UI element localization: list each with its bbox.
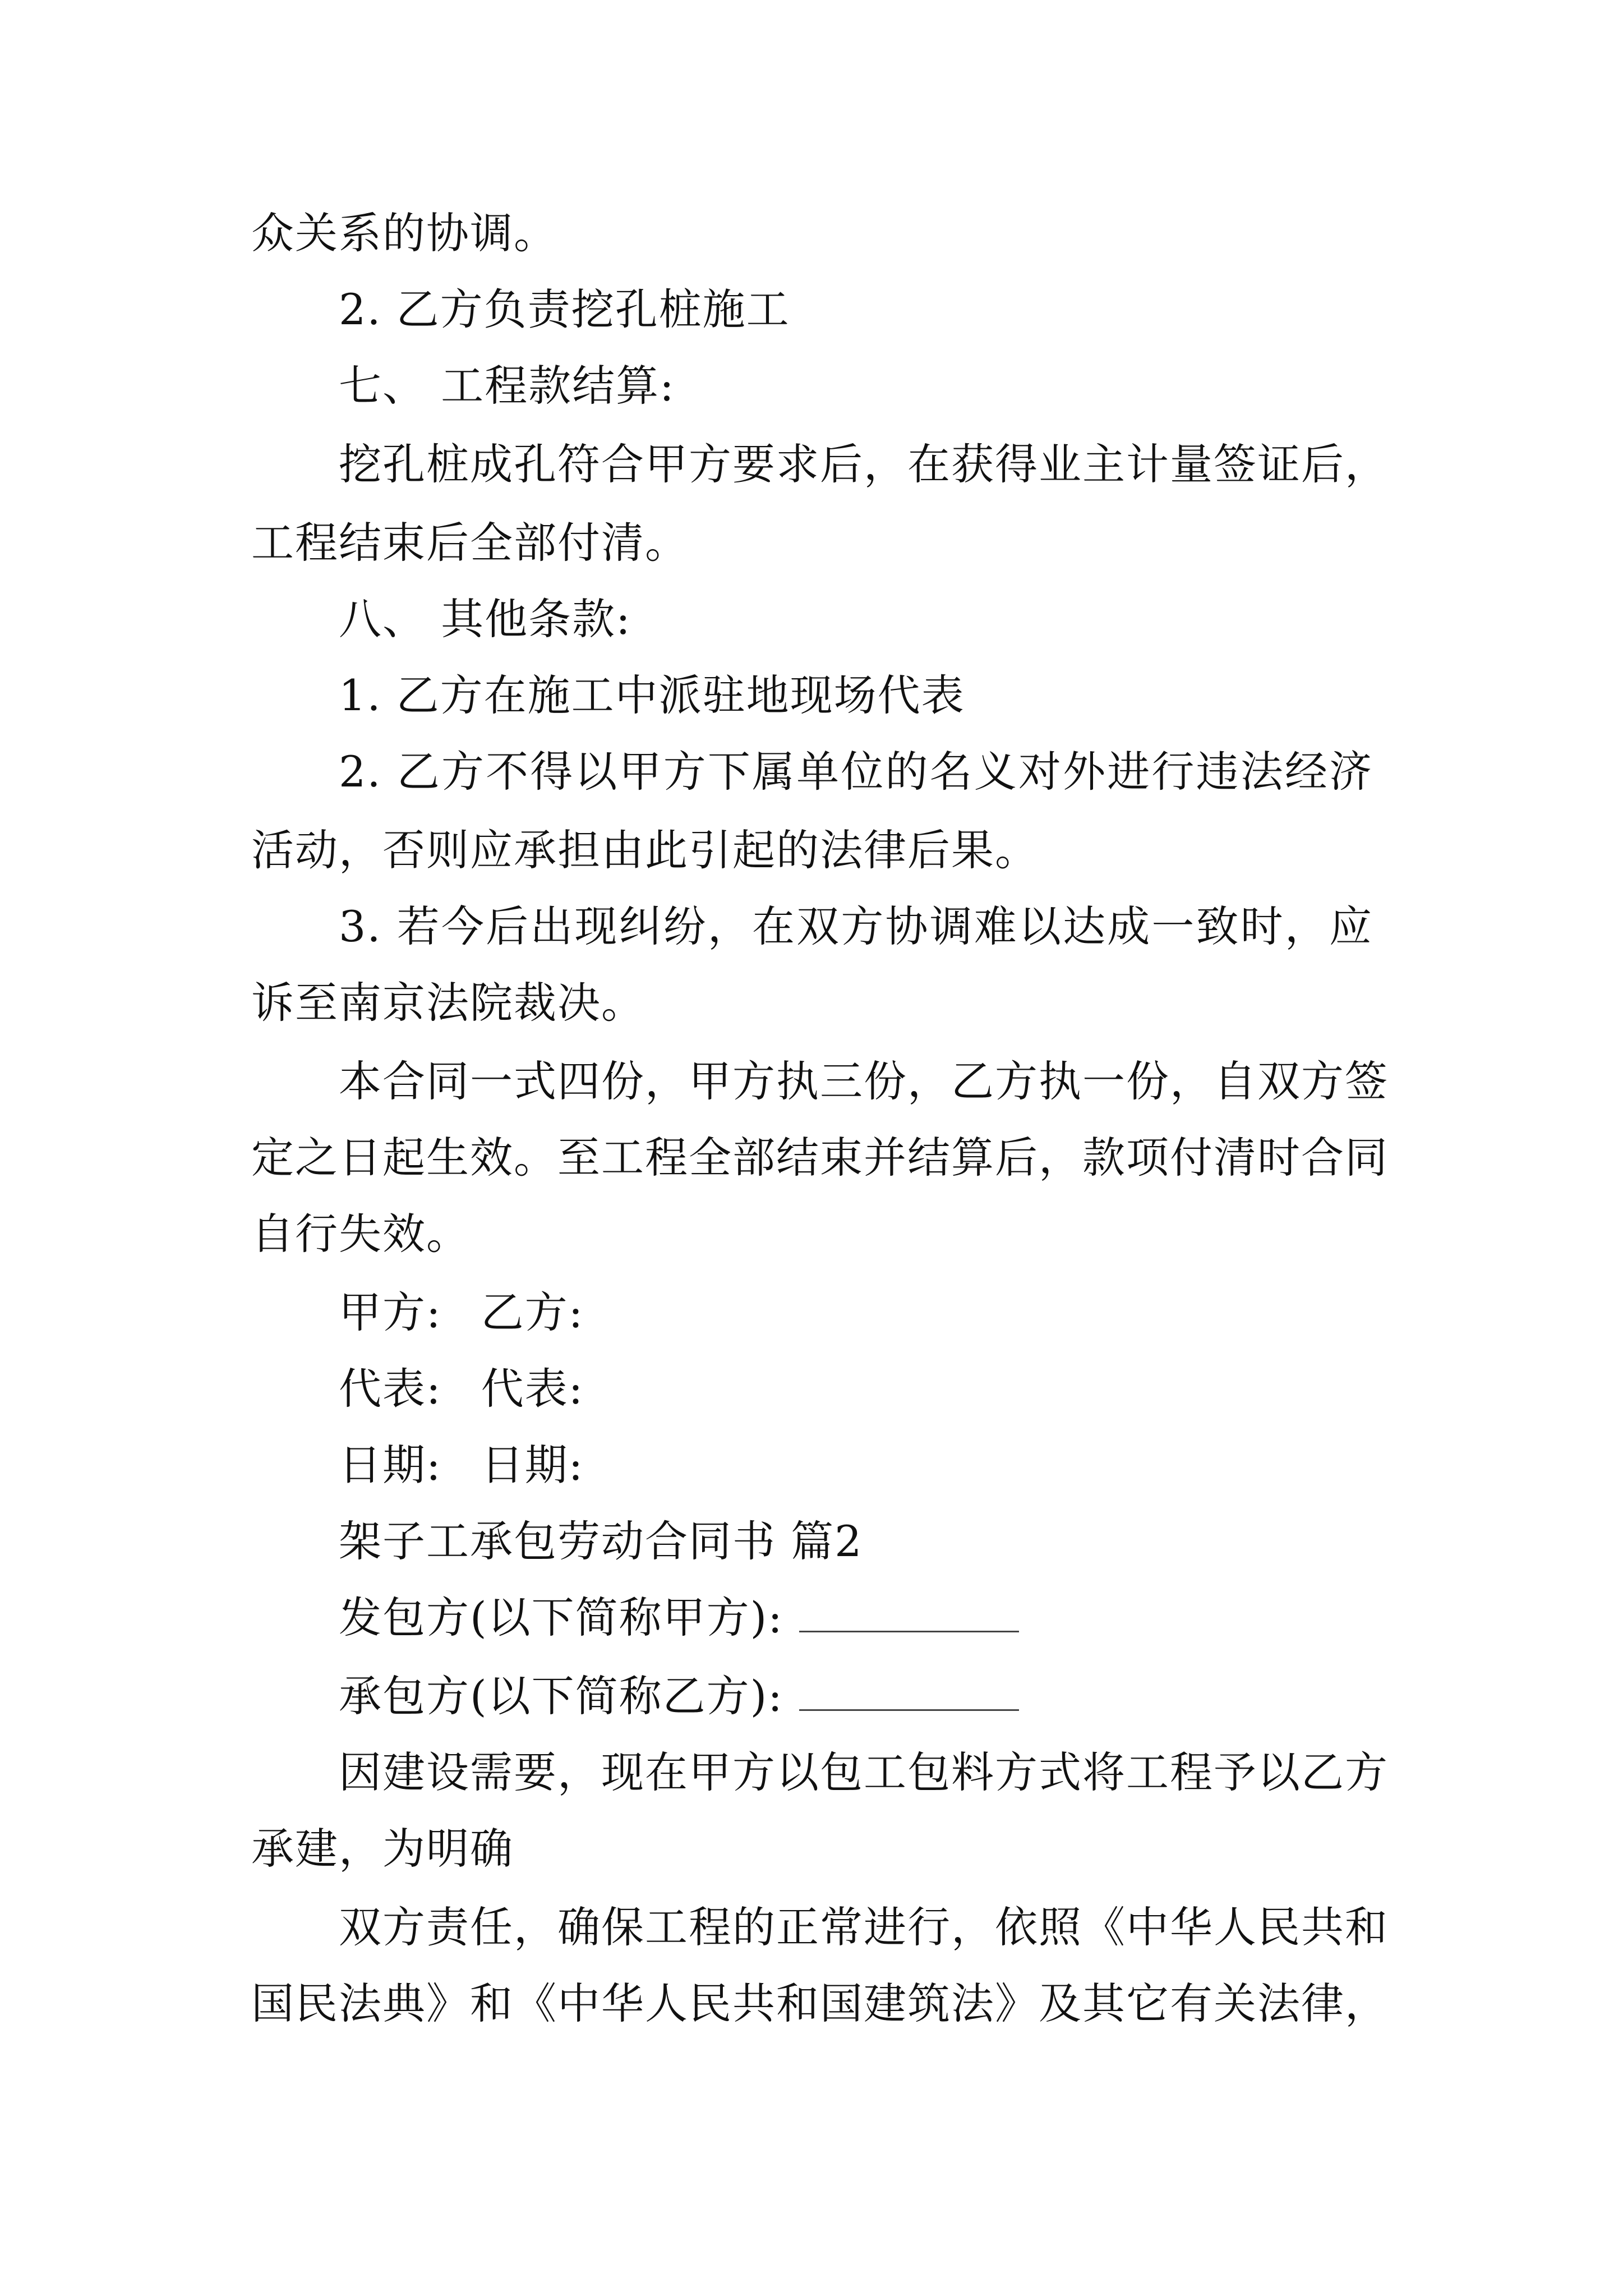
- party-a-label: 甲方:: [339, 1287, 442, 1337]
- paragraph-line: 诉至南京法院裁决。: [251, 978, 645, 1028]
- paragraph-line: 双方责任，确保工程的正常进行，依照《中华人民共和: [339, 1902, 1389, 1952]
- paragraph-line: 因建设需要，现在甲方以包工包料方式将工程予以乙方: [339, 1747, 1389, 1797]
- paragraph-line: 众关系的协调。: [251, 208, 557, 258]
- signature-rep-row: [339, 1362, 584, 1416]
- paragraph-line: 1. 乙方在施工中派驻地现场代表: [339, 670, 965, 720]
- paragraph-line: 活动，否则应承担由此引起的法律后果。: [251, 825, 1039, 875]
- paragraph-line: 2. 乙方负责挖孔桩施工: [339, 284, 790, 334]
- section-heading: 八、 其他条款:: [339, 594, 631, 644]
- party-b-label: 乙方:: [481, 1287, 584, 1337]
- paragraph-line: 自行失效。: [251, 1209, 470, 1259]
- contractor-field: [339, 1669, 1019, 1723]
- paragraph-line: 挖孔桩成孔符合甲方要求后，在获得业主计量签证后，: [339, 439, 1389, 489]
- section-heading: 七、 工程款结算:: [339, 361, 675, 411]
- rep-a-label: 代表:: [339, 1364, 442, 1414]
- contractor-label: 承包方(以下简称乙方):: [339, 1671, 783, 1721]
- paragraph-line: 工程结束后全部付清。: [251, 518, 689, 568]
- date-a-label: 日期:: [339, 1440, 442, 1490]
- employer-label: 发包方(以下简称甲方):: [339, 1593, 783, 1642]
- signature-date-row: [339, 1438, 584, 1492]
- paragraph-line: 国民法典》和《中华人民共和国建筑法》及其它有关法律，: [251, 1978, 1389, 2028]
- employer-blank-line: [799, 1628, 1019, 1632]
- paragraph-line: 3. 若今后出现纠纷，在双方协调难以达成一致时，应: [339, 901, 1373, 951]
- date-b-label: 日期:: [481, 1440, 584, 1490]
- paragraph-line: 承建，为明确: [251, 1824, 514, 1874]
- section-title: 架子工承包劳动合同书 篇2: [339, 1516, 863, 1566]
- paragraph-line: 本合同一式四份，甲方执三份，乙方执一份，自双方签: [339, 1056, 1389, 1106]
- contractor-blank-line: [799, 1707, 1019, 1711]
- signature-party-row: [339, 1286, 584, 1340]
- paragraph-line: 2. 乙方不得以甲方下属单位的名义对外进行违法经济: [339, 747, 1373, 797]
- employer-field: [339, 1591, 1019, 1645]
- rep-b-label: 代表:: [481, 1364, 584, 1414]
- paragraph-line: 定之日起生效。至工程全部结束并结算后，款项付清时合同: [251, 1133, 1389, 1182]
